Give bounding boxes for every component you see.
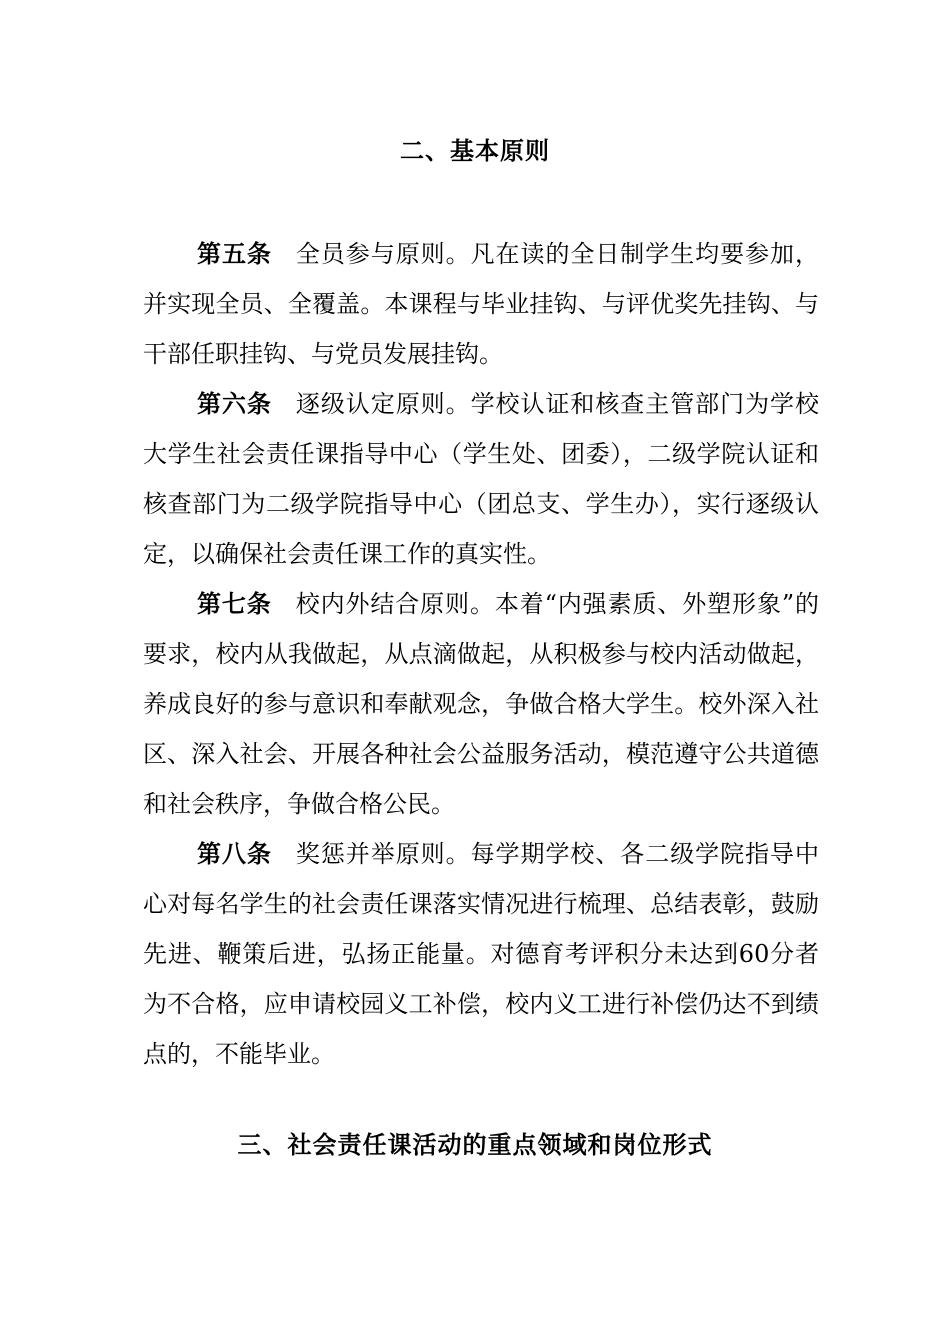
article-8 (143, 829, 819, 1079)
article-number: 第六条 (197, 389, 272, 418)
article-text: 奖惩并举原则。每学期学校、各二级学院指导中心对每名学生的社会责任课落实情况进行梳理、总结表彰，鼓励先进、鞭策后进，弘扬正能量。对德育考评积分未达到60分者为不合格，应申请校园义工补偿，校内义工进行补偿仍达不到绩点的，不能毕业。 (143, 840, 820, 1068)
article-number: 第八条 (197, 839, 272, 868)
article-number: 第七条 (197, 589, 272, 618)
article-number: 第五条 (197, 239, 272, 268)
article-text: 逐级认定原则。学校认证和核查主管部门为学校大学生社会责任课指导中心（学生处、团委），二级学院认证和核查部门为二级学院指导中心（团总支、学生办），实行逐级认定，以确保社会责任课工作的真实性。 (143, 390, 820, 568)
section-heading-key-areas: 三、社会责任课活动的重点领域和岗位形式 (237, 1130, 713, 1159)
article-text: 校内外结合原则。本着“内强素质、外塑形象”的要求，校内从我做起，从点滴做起，从积极参与校内活动做起，养成良好的参与意识和奉献观念，争做合格大学生。校外深入社区、深入社会、开展各种社会公益服务活动，模范遵守公共道德和社会秩序，争做合格公民。 (143, 590, 819, 818)
section-heading-basic-principles: 二、基本原则 (400, 136, 550, 165)
article-6 (143, 379, 819, 579)
articles-body (143, 229, 819, 1079)
article-text: 全员参与原则。凡在读的全日制学生均要参加，并实现全员、全覆盖。本课程与毕业挂钩、与评优奖先挂钩、与干部任职挂钩、与党员发展挂钩。 (143, 240, 820, 368)
article-5 (143, 229, 819, 379)
article-7 (143, 579, 819, 829)
